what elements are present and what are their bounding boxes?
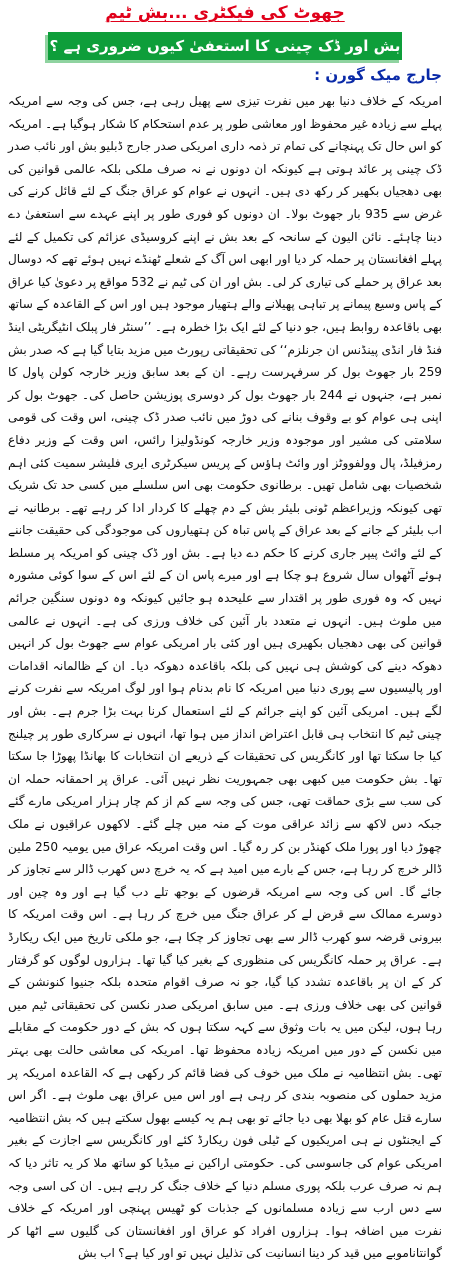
page-title: جھوٹ کی فیکٹری ...بش ٹیم [105,3,345,23]
article-subtitle: بش اور ڈک چینی کا استعفیٰ کیوں ضروری ہے ؟ [48,32,402,60]
article-paragraph: امریکہ کے خلاف دنیا بھر میں نفرت تیزی سے پھیل رہی ہے، جس کی وجہ سے امریکہ پہلے سے زیادہ غیر محفوظ اور معاشی طور پر عدم استحکام کا شکار ہوگیا ہے۔ امریکہ کو اس حال تک پہنچانے کی تمام تر ذمہ داری امریکی صدر جارج ڈبلیو بش اور نائب صدر ڈک چینی پر عائد ہوتی ہے کیونکہ ان دونوں نے نہ صرف ملکی بلکہ عالمی قوانین کی بھی دھجیاں بکھیر کر رکھ دی ہیں۔ انہوں نے عوام کو عراق جنگ کے لئے قائل کرنے کی غرض سے 935 بار جھوٹ بولا۔ ان دونوں کو فوری طور پر اپنے عہدے سے استعفیٰ دے دینا چاہئے۔ نائن الیون کے سانحہ کے بعد بش نے اپنے کروسیڈی عزائم کی تکمیل کے لئے پہلے افغانستان پر حملہ کر دیا اور ابھی اس آگ کے شعلے ٹھنڈے نہیں ہوئے تھے کہ دوسال بعد عراق پر حملے کی تیاری کر لی۔ بش اور ان کی ٹیم نے 532 مواقع پر دعویٰ کیا عراق کے پاس وسیع پیمانے پر تباہی پھیلانے والے ہتھیار موجود ہیں اور اس کے القاعدہ کے ساتھ بھی باقاعدہ روابط ہیں، جو دنیا کے لئے ایک بڑا خطرہ ہے۔ ’’سنٹر فار پبلک انٹیگریٹی اینڈ فنڈ فار انڈی پینڈنس ان جرنلزم‘‘ کی تحقیقاتی رپورٹ میں مزید بتایا گیا ہے کہ صدر بش 259 بار جھوٹ بول کر سرفہرست رہے۔ ان کے بعد سابق وزیر خارجہ کولن پاول کا نمبر ہے، جنہوں نے 244 بار جھوٹ بول کر دوسری پوزیشن حاصل کی۔ جھوٹ بول کر اپنی ہی عوام کو بے وقوف بنانے کی دوڑ میں نائب صدر ڈک چینی، اس وقت کی قومی سلامتی کی مشیر اور موجودہ وزیر خارجہ کونڈولیزا رائس، اس وقت کے وزیر دفاع رمزفیلڈ، پال وولفووٹز اور وائٹ ہاؤس کے پریس سیکرٹری ایری فلیشر سمیت کئی اہم شخصیات بھی شامل تھیں۔ برطانوی حکومت بھی اس سلسلے میں کسی حد تک شریک تھی کیونکہ وزیراعظم ٹونی بلیئر بش کے دم چھلے کا کردار ادا کر رہے تھے۔ برطانیہ نے اب بلیئر کے جانے کے بعد عراق کے پاس تباہ کن ہتھیاروں کی موجودگی کی حقیقت جاننے کے لئے وائٹ پیپر جاری کرنے کا حکم دے دیا ہے۔ بش اور ڈک چینی کو امریکہ پر مسلط ہوئے آٹھواں سال شروع ہو چکا ہے اور میرے پاس ان کے لئے اس کے سوا کوئی مشورہ نہیں کہ وہ فوری طور پر اقتدار سے علیحدہ ہو جائیں کیونکہ وہ دونوں سنگین جرائم میں ملوث ہیں۔ انہوں نے متعدد بار آئین کی خلاف ورزی کی ہے۔ انہوں نے عالمی قوانین کی بھی دھجیاں بکھیری ہیں اور کئی بار امریکی عوام سے جھوٹ بول کر انہیں دھوکہ دینے کی کوشش ہی نہیں کی بلکہ باقاعدہ دھوکہ دیا۔ ان کے ظالمانہ اقدامات اور پالیسیوں سے پوری دنیا میں امریکہ کا نام بدنام ہوا اور لوگ امریکہ سے نفرت کرنے لگے ہیں۔ امریکی آئین کو اپنے جرائم کے لئے استعمال کرنا بہت بڑا جرم ہے۔ بش اور چینی ٹیم کا انتخاب ہی قابل اعتراض انداز میں ہوا تھا، انہوں نے سرکاری طور پر چیلنج کیا جا سکتا تھا اور کانگریس کی تحقیقات کے ذریعے ان انتخابات کا بھانڈا پھوڑا جا سکتا تھا۔ بش حکومت میں کبھی بھی جمہوریت نظر نہیں آئی۔ عراق پر احمقانہ حملہ ان کی سب سے بڑی حماقت تھی، جس کی وجہ سے کم از کم چار ہزار امریکی مارے گئے جبکہ دس لاکھ سے زائد عراقی موت کے منہ میں چلے گئے۔ لاکھوں عراقیوں نے ملک چھوڑ دیا اور پورا ملک کھنڈر بن کر رہ گیا۔ اس وقت امریکہ عراق میں یومیہ 250 ملین ڈالر خرچ کر رہا ہے، جس کے بارے میں امید ہے کہ یہ خرچ دس کھرب ڈالر سے تجاوز کر جائے گا۔ اس کی وجہ سے امریکہ قرضوں کے بوجھ تلے دب گیا ہے اور وہ چین اور دوسرے ممالک سے قرض لے کر عراق جنگ میں خرچ کر رہا ہے۔ اس وقت امریکہ کا بیرونی قرضہ سو کھرب ڈالر سے بھی تجاوز کر چکا ہے، جو ملکی تاریخ میں ایک ریکارڈ ہے۔ عراق پر حملہ کانگریس کی منظوری کے بغیر کیا گیا تھا۔ ہزاروں لوگوں کو گرفتار کر کے ان پر باقاعدہ تشدد کیا گیا، جو نہ صرف اقوام متحدہ بلکہ جنیوا کنونشن کے قوانین کی بھی خلاف ورزی ہے۔ میں سابق امریکی صدر نکسن کی تحقیقاتی ٹیم میں رہا ہوں، لیکن میں یہ بات وثوق سے کہہ سکتا ہوں کہ بش کے دور حکومت کے مقابلے میں نکسن کے دور میں امریکہ زیادہ محفوظ تھا۔ امریکہ کی معاشی حالت بھی بہتر تھی۔ بش انتظامیہ نے ملک میں خوف کی فضا قائم کر رکھی ہے کہ القاعدہ امریکہ پر مزید حملوں کی منصوبہ بندی کر رہی ہے اور اس میں عراق بھی ملوث ہے۔ اگر اس سارے قتل عام کو بھلا بھی دیا جائے تو بھی ہم یہ کیسے بھول سکتے ہیں کہ بش انتظامیہ کے ایجنٹوں نے ہی امریکیوں کے ٹیلی فون ریکارڈ کئے اور کانگریس سے اجازت کے بغیر امریکی عوام کی جاسوسی کی۔ حکومتی اراکین نے میڈیا کو ساتھ ملا کر یہ تاثر دیا کہ ہم نہ صرف عرب بلکہ پوری مسلم دنیا کے خلاف جنگ کر رہے ہیں۔ ان کی اسی وجہ سے دس ارب سے زیادہ مسلمانوں کے جذبات کو ٹھیس پہنچی اور امریکہ کے خلاف نفرت میں اضافہ ہوا۔ ہزاروں افراد کو عراق اور افغانستان کی گلیوں سے اٹھا کر گوانتاناموبے میں قید کر دینا انسانیت کی تذلیل نہیں تو اور کیا ہے؟ اب بش [7,94,443,1261]
author-name: جارج میک گورن : [314,66,442,84]
article-body [8,90,442,1265]
